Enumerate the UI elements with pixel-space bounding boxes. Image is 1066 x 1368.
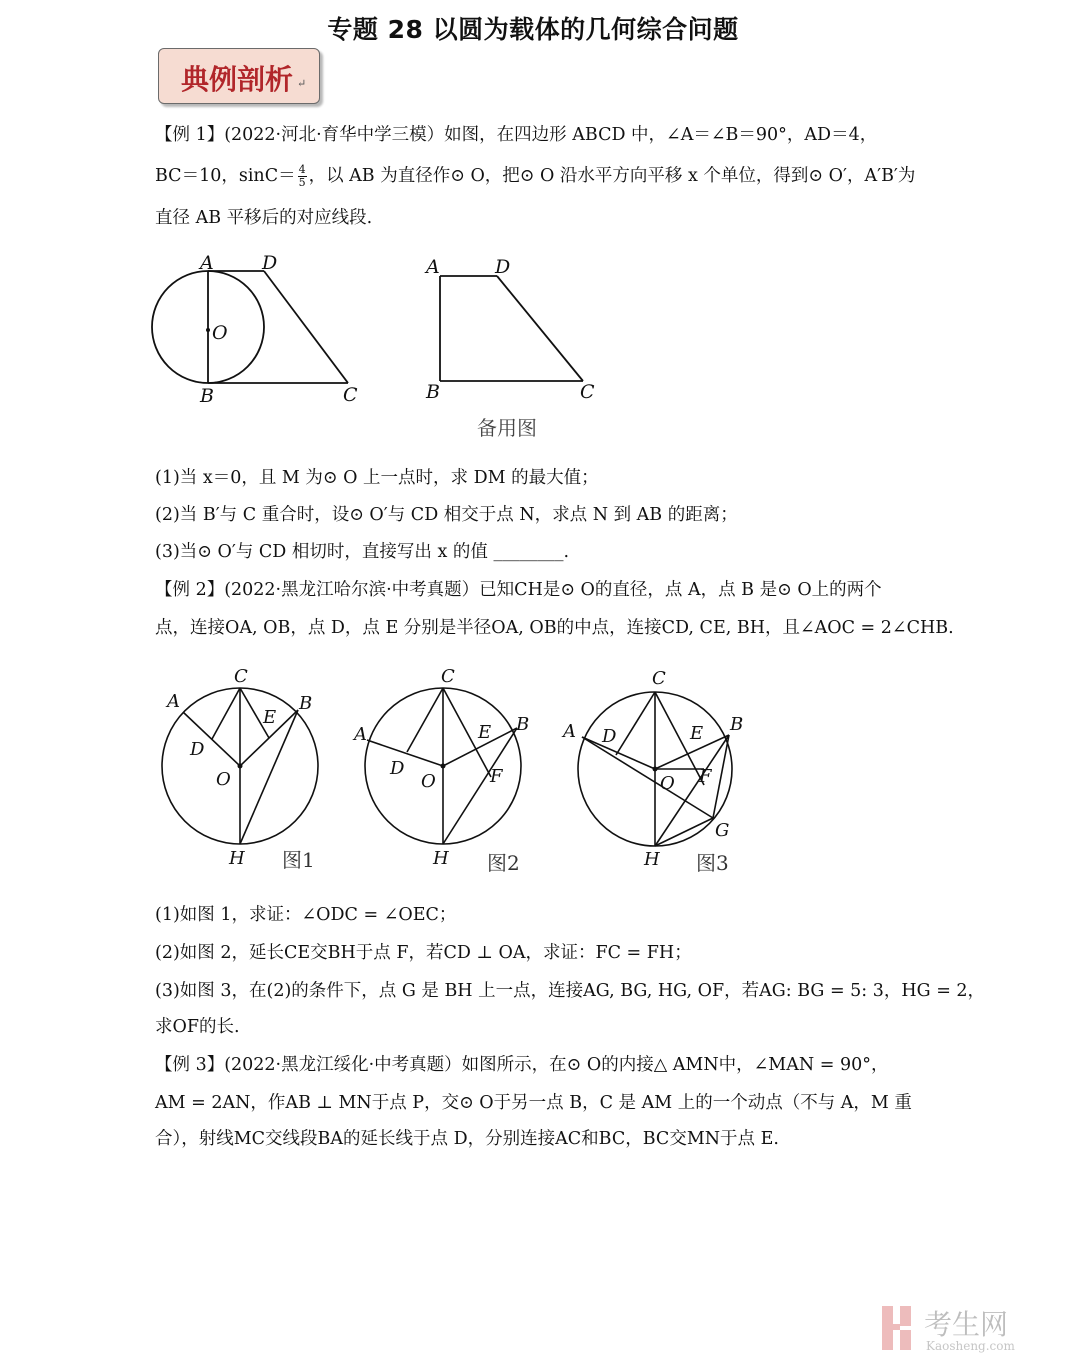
fig2-label-o: O: [421, 771, 436, 792]
ex3-line3: 合），射线MC交线段BA的延长线于点 D，分别连接AC和BC，BC交MN于点 E.: [155, 1129, 779, 1149]
fig1-label-o: O: [216, 769, 231, 790]
paragraph-mark: ↵: [297, 77, 307, 90]
page-title: 专题 28 以圆为载体的几何综合问题: [327, 15, 739, 44]
fig1-center-dot: [238, 764, 243, 769]
segment-dc: [264, 271, 348, 383]
fig2-label-a: A: [354, 724, 367, 745]
ex1-line3: 直径 AB 平移后的对应线段.: [155, 208, 373, 228]
label-c: C: [343, 384, 358, 406]
fraction: [298, 164, 307, 189]
ex1-line1: 【例 1】(2022·河北·育华中学三模）如图，在四边形 ABCD 中，∠A＝∠B＝90°，AD＝4，: [155, 125, 878, 145]
label-b: B: [200, 385, 214, 407]
fig3-ag: [582, 737, 713, 818]
fig3-label-e: E: [690, 723, 704, 744]
fraction-numerator: 4: [298, 163, 306, 176]
fig3-label-a: A: [563, 721, 576, 742]
kaosheng-watermark-logo: [876, 1300, 1056, 1356]
ex1-q2: (2)当 B′与 C 重合时，设⊙ O′与 CD 相交于点 N，求点 N 到 AB 的距离；: [155, 505, 738, 525]
ex1-line2-pre: BC＝10，sinC＝: [155, 166, 296, 186]
ex2-figures: [150, 660, 770, 880]
ex1-line2: [155, 163, 925, 189]
fig2-oa: [367, 740, 443, 766]
fig2-label-d: D: [390, 758, 405, 779]
spare-label-b: B: [426, 381, 440, 403]
spare-label-d: D: [495, 256, 511, 278]
ex1-q3: (3)当⊙ O′与 CD 相切时，直接写出 x 的值 ________.: [155, 542, 570, 562]
fig3-label-d: D: [602, 726, 617, 747]
spare-label-a: A: [426, 256, 440, 278]
ex1-figures: [140, 245, 610, 445]
fraction-denominator: 5: [298, 176, 306, 189]
ex3-line2: AM = 2AN，作AB ⊥ MN于点 P，交⊙ O于另一点 B，C 是 AM 上的一个动点（不与 A，M 重: [155, 1093, 912, 1113]
ex2-q3b: 求OF的长.: [155, 1017, 240, 1037]
fig2-label-b: B: [516, 714, 530, 735]
fig1-bh: [240, 710, 298, 844]
section-tag: [158, 48, 320, 104]
fig3-label-c: C: [652, 668, 666, 689]
ex1-main-figure: [152, 271, 348, 383]
ex2-line1: 【例 2】(2022·黑龙江哈尔滨·中考真题）已知CH是⊙ O的直径，点 A，点 B 是⊙ O上的两个: [155, 580, 882, 600]
fig3-label-o: O: [660, 773, 675, 794]
fig1-label-h: H: [229, 848, 245, 869]
fig3-oa: [582, 737, 655, 769]
ex2-q2: (2)如图 2，延长CE交BH于点 F，若CD ⊥ OA，求证：FC = FH；: [155, 943, 692, 963]
fig2-label-e: E: [478, 722, 492, 743]
fig2-label-f: F: [490, 766, 503, 787]
ex1-line2-post: ，以 AB 为直径作⊙ O，把⊙ O 沿水平方向平移 x 个单位，得到⊙ O′，A′B′为: [308, 166, 916, 186]
fig1-cd: [212, 688, 240, 739]
svg-text:Kaosheng.com: Kaosheng.com: [926, 1339, 1015, 1353]
fig1-label-a: A: [167, 691, 180, 712]
fig2-bh: [443, 728, 517, 844]
fig2-caption: 图2: [487, 851, 520, 875]
fig3-label-h: H: [644, 849, 660, 870]
ex2-line2: 点，连接OA, OB，点 D，点 E 分别是半径OA, OB的中点，连接CD, CE, BH，且∠AOC = 2∠CHB.: [155, 618, 954, 638]
fig1-label-d: D: [190, 739, 205, 760]
ex1-q1: (1)当 x＝0，且 M 为⊙ O 上一点时，求 DM 的最大值；: [155, 468, 599, 488]
fig1-label-c: C: [234, 666, 248, 687]
fig2-label-c: C: [441, 666, 455, 687]
fig3-label-f: F: [699, 766, 712, 787]
center-dot: [206, 328, 210, 332]
fig2-label-h: H: [433, 848, 449, 869]
ex2-q1: (1)如图 1，求证：∠ODC = ∠OEC；: [155, 905, 457, 925]
fig3-caption: 图3: [696, 851, 729, 875]
fig1-caption: 图1: [282, 848, 315, 872]
section-tag-label: 典例剖析: [181, 63, 294, 96]
fig1-label-b: B: [299, 693, 313, 714]
spare-label-c: C: [580, 381, 595, 403]
ex2-q3: (3)如图 3，在(2)的条件下，点 G 是 BH 上一点，连接AG, BG, HG, OF，若AG: BG = 5: 3，HG = 2，: [155, 981, 986, 1001]
ex1-spare-figure: [440, 276, 583, 381]
ex3-line1: 【例 3】(2022·黑龙江绥化·中考真题）如图所示，在⊙ O的内接△ AMN中，∠MAN = 90°，: [155, 1055, 889, 1075]
label-a: A: [200, 252, 214, 274]
fig3-label-b: B: [730, 714, 744, 735]
svg-text:考生网: 考生网: [924, 1308, 1009, 1341]
label-d: D: [262, 252, 278, 274]
fig2-center-dot: [441, 764, 446, 769]
fig3-label-g: G: [715, 820, 730, 841]
label-o: O: [212, 322, 228, 344]
fig2-cd: [407, 688, 443, 752]
fig1-label-e: E: [263, 707, 277, 728]
spare-dc: [497, 276, 583, 381]
spare-caption: 备用图: [477, 416, 537, 440]
fig3-cd: [616, 692, 655, 755]
fig3-center-dot: [653, 767, 658, 772]
